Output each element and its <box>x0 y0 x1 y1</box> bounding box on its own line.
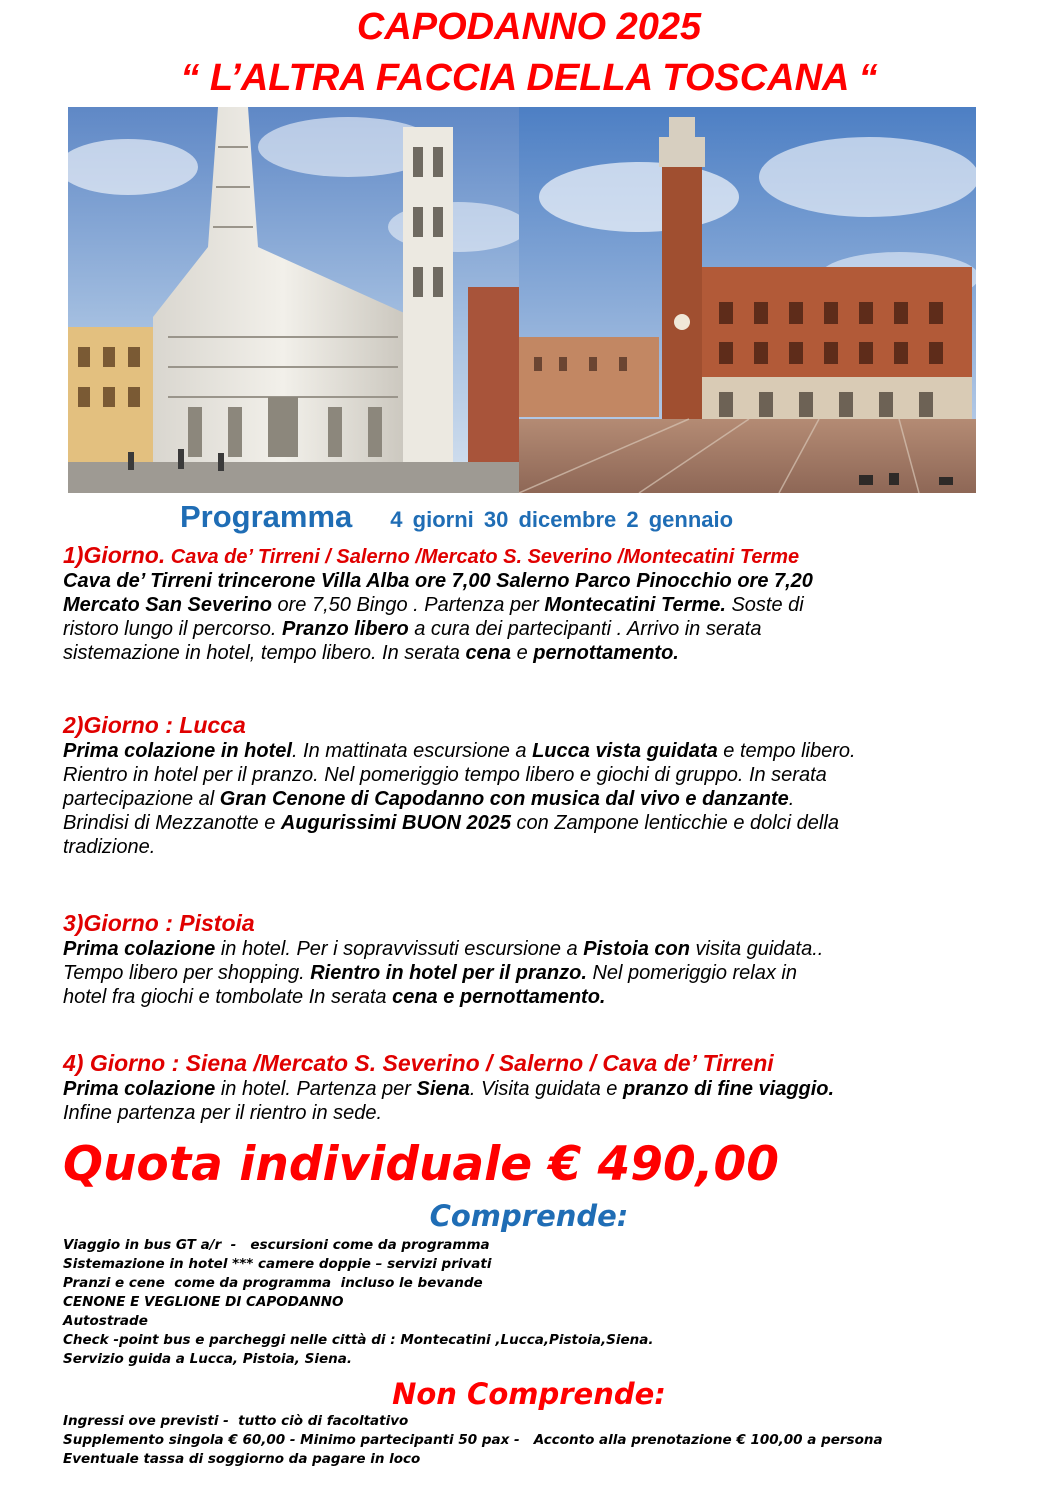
non-comprende-list <box>63 1412 883 1469</box>
list-item: Supplemento singola € 60,00 - Minimo partecipanti 50 pax - Acconto alla prenotazione € 100,00 a persona <box>63 1432 883 1448</box>
text-line <box>63 961 1003 985</box>
text-segment: Soste di <box>725 594 804 616</box>
text-line <box>63 593 1003 617</box>
text-segment: ore 7,50 Bingo . Partenza per <box>271 594 545 616</box>
day-1-route: Cava de’ Tirreni / Salerno /Mercato S. Severino /Montecatini Terme <box>170 546 800 568</box>
text-segment: . In mattinata escursione a <box>291 740 533 762</box>
text-segment: visita guidata.. <box>689 938 824 960</box>
bold-text: Pistoia con <box>583 938 690 960</box>
text-segment: a cura dei partecipanti . Arrivo in serata <box>408 618 762 640</box>
price-quota: Quota individuale € 490,00 <box>63 1137 779 1192</box>
day-2-text <box>63 739 1003 859</box>
list-item: Pranzi e cene come da programma incluso le bevande <box>63 1275 483 1291</box>
programma-dates: 4 giorni 30 dicembre 2 gennaio <box>390 507 734 532</box>
day-1-section <box>63 543 1003 665</box>
text-line <box>63 763 1003 787</box>
day-4-text <box>63 1077 1003 1125</box>
text-segment: tradizione. <box>63 836 156 858</box>
comprende-title: Comprende: <box>429 1199 629 1233</box>
text-segment: in hotel. Partenza per <box>215 1078 417 1100</box>
day-4-title: 4) Giorno : Siena /Mercato S. Severino / Salerno / Cava de’ Tirreni <box>63 1050 774 1076</box>
text-segment: . Visita guidata e <box>469 1078 623 1100</box>
day-2-section <box>63 713 1003 859</box>
text-line <box>63 811 1003 835</box>
page-subtitle: “ L’ALTRA FACCIA DELLA TOSCANA “ <box>180 57 878 99</box>
lucca-church-photo <box>68 107 519 493</box>
bold-text: Cava de’ Tirreni trincerone Villa Alba ore 7,00 Salerno Parco Pinocchio ore 7,20 <box>63 570 813 592</box>
comprende-list <box>63 1236 653 1369</box>
text-line <box>63 569 1003 593</box>
text-line <box>63 835 1003 859</box>
day-3-title: 3)Giorno : Pistoia <box>63 910 255 936</box>
page-title: CAPODANNO 2025 <box>356 6 702 48</box>
text-line <box>63 739 1003 763</box>
bold-text: pranzo di fine viaggio. <box>622 1078 835 1100</box>
bold-text: cena e pernottamento. <box>392 986 606 1008</box>
day-4-section <box>63 1051 1003 1125</box>
text-segment: Brindisi di Mezzanotte e <box>63 812 281 834</box>
list-item: CENONE E VEGLIONE DI CAPODANNO <box>63 1294 344 1310</box>
text-line <box>63 937 1003 961</box>
text-line <box>63 617 1003 641</box>
text-segment: e <box>511 642 534 664</box>
bold-text: Prima colazione <box>63 1078 216 1100</box>
day-3-text <box>63 937 1003 1009</box>
bold-text: Prima colazione <box>63 938 216 960</box>
day-1-text <box>63 569 1003 665</box>
text-segment: Infine partenza per il rientro in sede. <box>63 1102 383 1124</box>
bold-text: Prima colazione in hotel <box>63 740 292 762</box>
text-segment: partecipazione al <box>63 788 220 810</box>
list-item: Autostrade <box>63 1313 148 1329</box>
list-item: Servizio guida a Lucca, Pistoia, Siena. <box>63 1351 352 1367</box>
text-line <box>63 641 1003 665</box>
text-segment: hotel fra giochi e tombolate In serata <box>63 986 393 1008</box>
text-segment: con Zampone lenticchie e dolci della <box>510 812 839 834</box>
list-item: Sistemazione in hotel *** camere doppie – servizi privati <box>63 1256 492 1272</box>
programma-header <box>180 499 733 535</box>
bold-text: Gran Cenone di Capodanno con musica dal vivo e danzante <box>219 788 789 810</box>
list-item: Eventuale tassa di soggiorno da pagare in loco <box>63 1451 421 1467</box>
bold-text: pernottamento. <box>533 642 679 664</box>
text-segment: Tempo libero per shopping. <box>63 962 311 984</box>
text-line <box>63 1077 1003 1101</box>
list-item: Check -point bus e parcheggi nelle città di : Montecatini ,Lucca,Pistoia,Siena. <box>63 1332 654 1348</box>
programma-label: Programma <box>180 499 353 534</box>
text-segment: sistemazione in hotel, tempo libero. In serata <box>63 642 466 664</box>
non-comprende-title: Non Comprende: <box>392 1377 666 1411</box>
list-item: Ingressi ove previsti - tutto ciò di facoltativo <box>63 1413 409 1429</box>
bold-text: cena <box>465 642 512 664</box>
text-segment: ristoro lungo il percorso. <box>63 618 282 640</box>
bold-text: Montecatini Terme. <box>544 594 726 616</box>
day-1-title: 1)Giorno. <box>63 542 166 568</box>
text-segment: e tempo libero. <box>717 740 856 762</box>
bold-text: Lucca vista guidata <box>532 740 718 762</box>
day-2-title: 2)Giorno : Lucca <box>63 712 246 738</box>
day-3-section <box>63 911 1003 1009</box>
bold-text: Siena <box>416 1078 470 1100</box>
bold-text: Augurissimi BUON 2025 <box>280 812 511 834</box>
text-segment: Nel pomeriggio relax in <box>586 962 797 984</box>
list-item: Viaggio in bus GT a/r - escursioni come da programma <box>63 1237 490 1253</box>
text-line <box>63 787 1003 811</box>
bold-text: Mercato San Severino <box>63 594 272 616</box>
text-line <box>63 985 1003 1009</box>
siena-piazza-photo <box>519 107 976 493</box>
text-segment: Rientro in hotel per il pranzo. Nel pomeriggio tempo libero e giochi di gruppo. In serata <box>63 764 827 786</box>
bold-text: Pranzo libero <box>281 618 409 640</box>
bold-text: Rientro in hotel per il pranzo. <box>310 962 587 984</box>
text-segment: . <box>788 788 795 810</box>
text-line <box>63 1101 1003 1125</box>
text-segment: in hotel. Per i sopravvissuti escursione a <box>215 938 584 960</box>
